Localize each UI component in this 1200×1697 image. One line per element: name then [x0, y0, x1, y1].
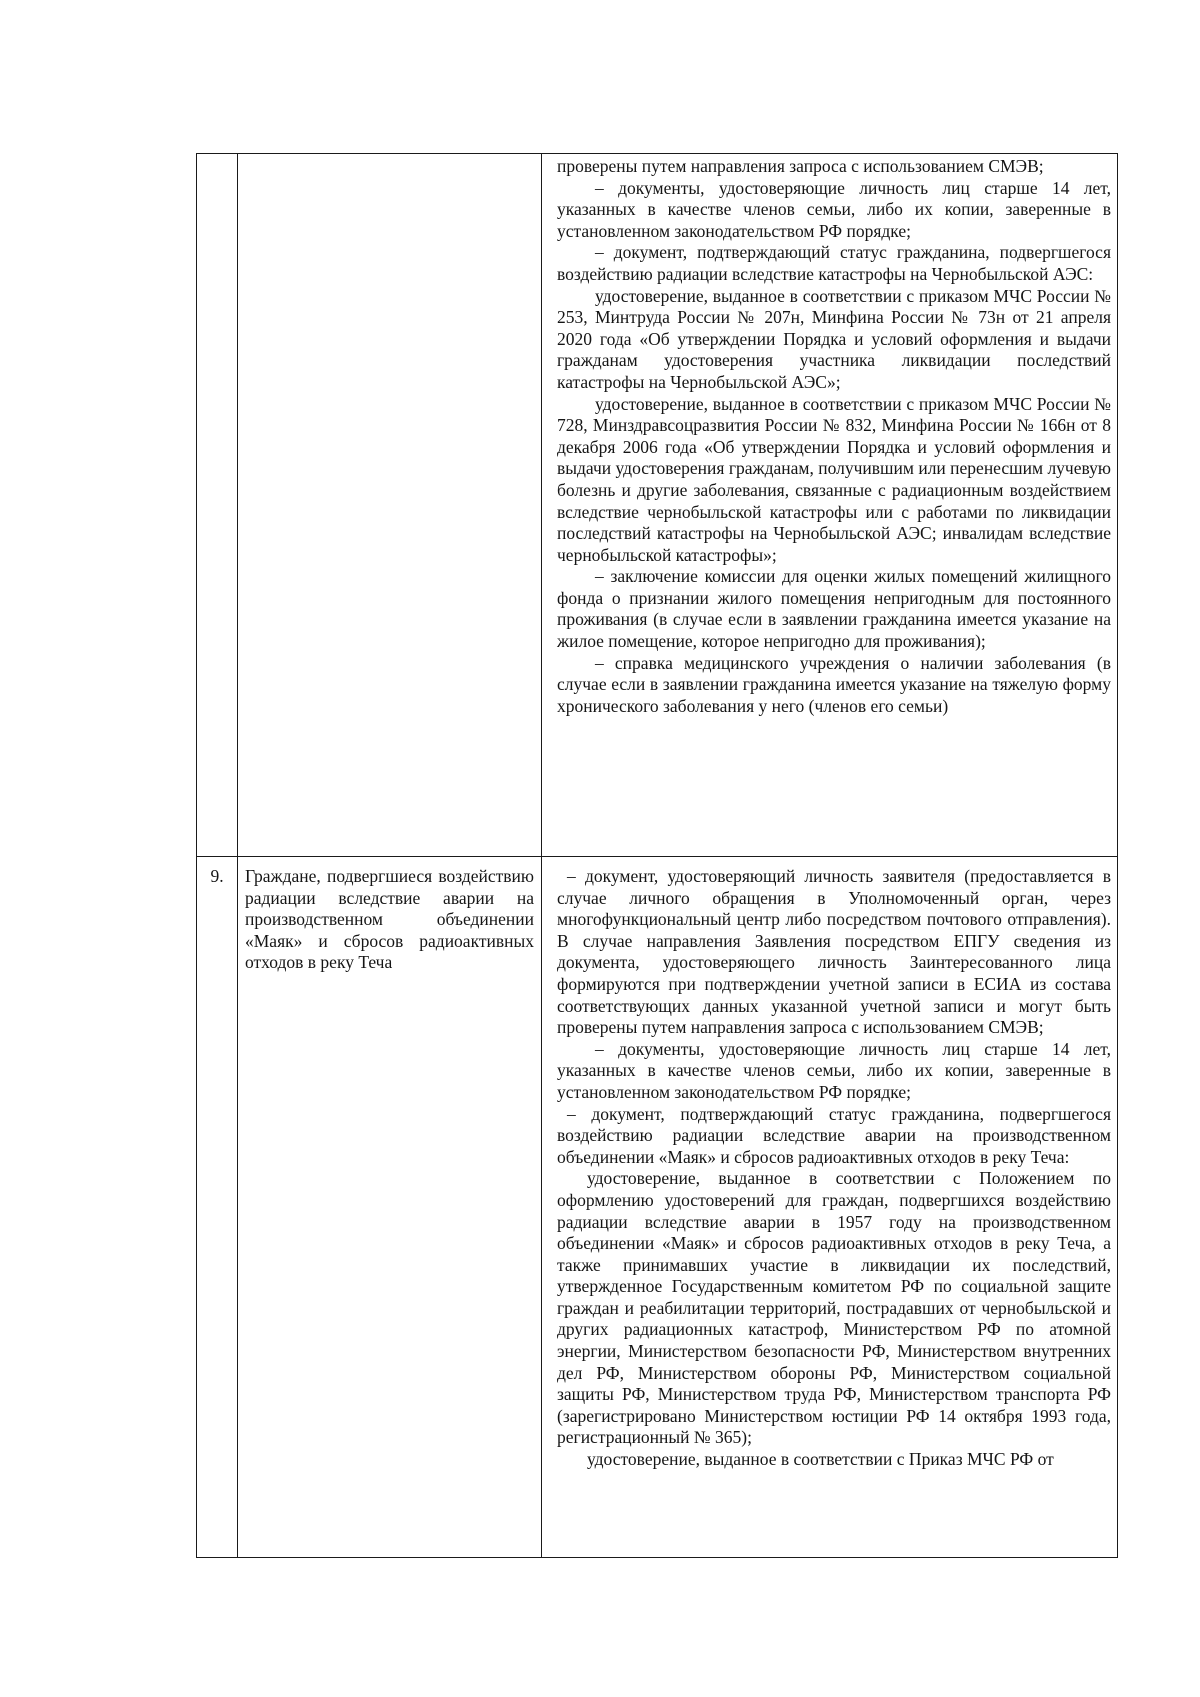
document-paragraph: проверены путем направления запроса с использованием СМЭВ; [557, 156, 1044, 176]
document-paragraph: удостоверение, выданное в соответствии с приказом МЧС России № 253, Минтруда России № 207н, Минфина России № 73н от 21 апреля 2020 года «Об утверждении Порядка и условий оформления и выдачи гражданам удостоверения участника ликвидации последствий катастрофы на Чернобыльской АЭС»; [557, 285, 1111, 392]
table-row [197, 857, 1118, 1558]
required-documents [542, 857, 1118, 1558]
document-paragraph: удостоверение, выданное в соответствии с приказом МЧС России № 728, Минздравсоцразвития России № 832, Минфина России № 166н от 8 декабря 2006 года «Об утверждении Порядка и условий оформления и выдачи удостоверения гражданам, получившим или перенесшим лучевую болезнь и другие заболевания, связанные с радиационным воздействием вследствие чернобыльской катастрофы или с работами по ликвидации последствий катастрофы на Чернобыльской АЭС; инвалидам вследствие чернобыльской катастрофы»; [557, 393, 1111, 565]
document-table [196, 153, 1118, 1558]
document-paragraph: удостоверение, выданное в соответствии с Положением по оформлению удостоверений для граждан, подвергшихся воздействию радиации вследствие аварии в 1957 году на производственном объединении «Маяк» и сбросов радиоактивных отходов в реку Теча, а также принимавших участие в ликвидации их последствий, утвержденное Государственным комитетом РФ по социальной защите граждан и реабилитации территорий, пострадавших от чернобыльской и других радиационных катастроф, Министерством РФ по атомной энергии, Министерством безопасности РФ, Министерством внутренних дел РФ, Министерством обороны РФ, Министерством социальной защиты РФ, Министерством труда РФ, Министерством транспорта РФ (зарегистрировано Министерством юстиции РФ 14 октября 1993 года, регистрационный № 365); [557, 1168, 1111, 1448]
table-row [197, 154, 1118, 857]
document-paragraph: – документы, удостоверяющие личность лиц старше 14 лет, указанных в качестве членов семьи, либо их копии, заверенные в установленном законодательством РФ порядке; [557, 177, 1111, 241]
citizen-category [238, 154, 542, 857]
row-number [197, 154, 238, 857]
document-paragraph: удостоверение, выданное в соответствии с Приказ МЧС РФ от [587, 1449, 1054, 1470]
document-paragraph: – документы, удостоверяющие личность лиц старше 14 лет, указанных в качестве членов семьи, либо их копии, заверенные в установленном законодательством РФ порядке; [557, 1038, 1111, 1102]
document-paragraph: – документ, подтверждающий статус гражданина, подвергшегося воздействию радиации вследствие аварии на производственном объединении «Маяк» и сбросов радиоактивных отходов в реку Теча: [557, 1103, 1111, 1167]
document-paragraph: – документ, удостоверяющий личность заявителя (предоставляется в случае личного обращения в Уполномоченный орган, через многофункциональный центр либо посредством почтового отправления). В случае направления Заявления посредством ЕПГУ сведения из документа, удостоверяющего личность Заинтересованного лица формируются при подтверждении учетной записи в ЕСИА из состава соответствующих данных указанной учетной записи и могут быть проверены путем направления запроса с использованием СМЭВ; [557, 866, 1111, 1038]
row-number: 9. [197, 857, 238, 1558]
citizen-category: Граждане, подвергшиеся воздействию радиации вследствие аварии на производственном объединении «Маяк» и сбросов радиоактивных отходов в реку Теча [245, 866, 534, 973]
document-paragraph: – справка медицинского учреждения о наличии заболевания (в случае если в заявлении гражданина имеется указание на тяжелую форму хронического заболевания у него (членов его семьи) [557, 652, 1111, 716]
document-paragraph: – заключение комиссии для оценки жилых помещений жилищного фонда о признании жилого помещения непригодным для постоянного проживания (в случае если в заявлении гражданина имеется указание на жилое помещение, которое непригодно для проживания); [557, 566, 1111, 652]
required-documents [542, 154, 1118, 857]
document-paragraph: – документ, подтверждающий статус гражданина, подвергшегося воздействию радиации вследствие катастрофы на Чернобыльской АЭС: [557, 242, 1111, 284]
